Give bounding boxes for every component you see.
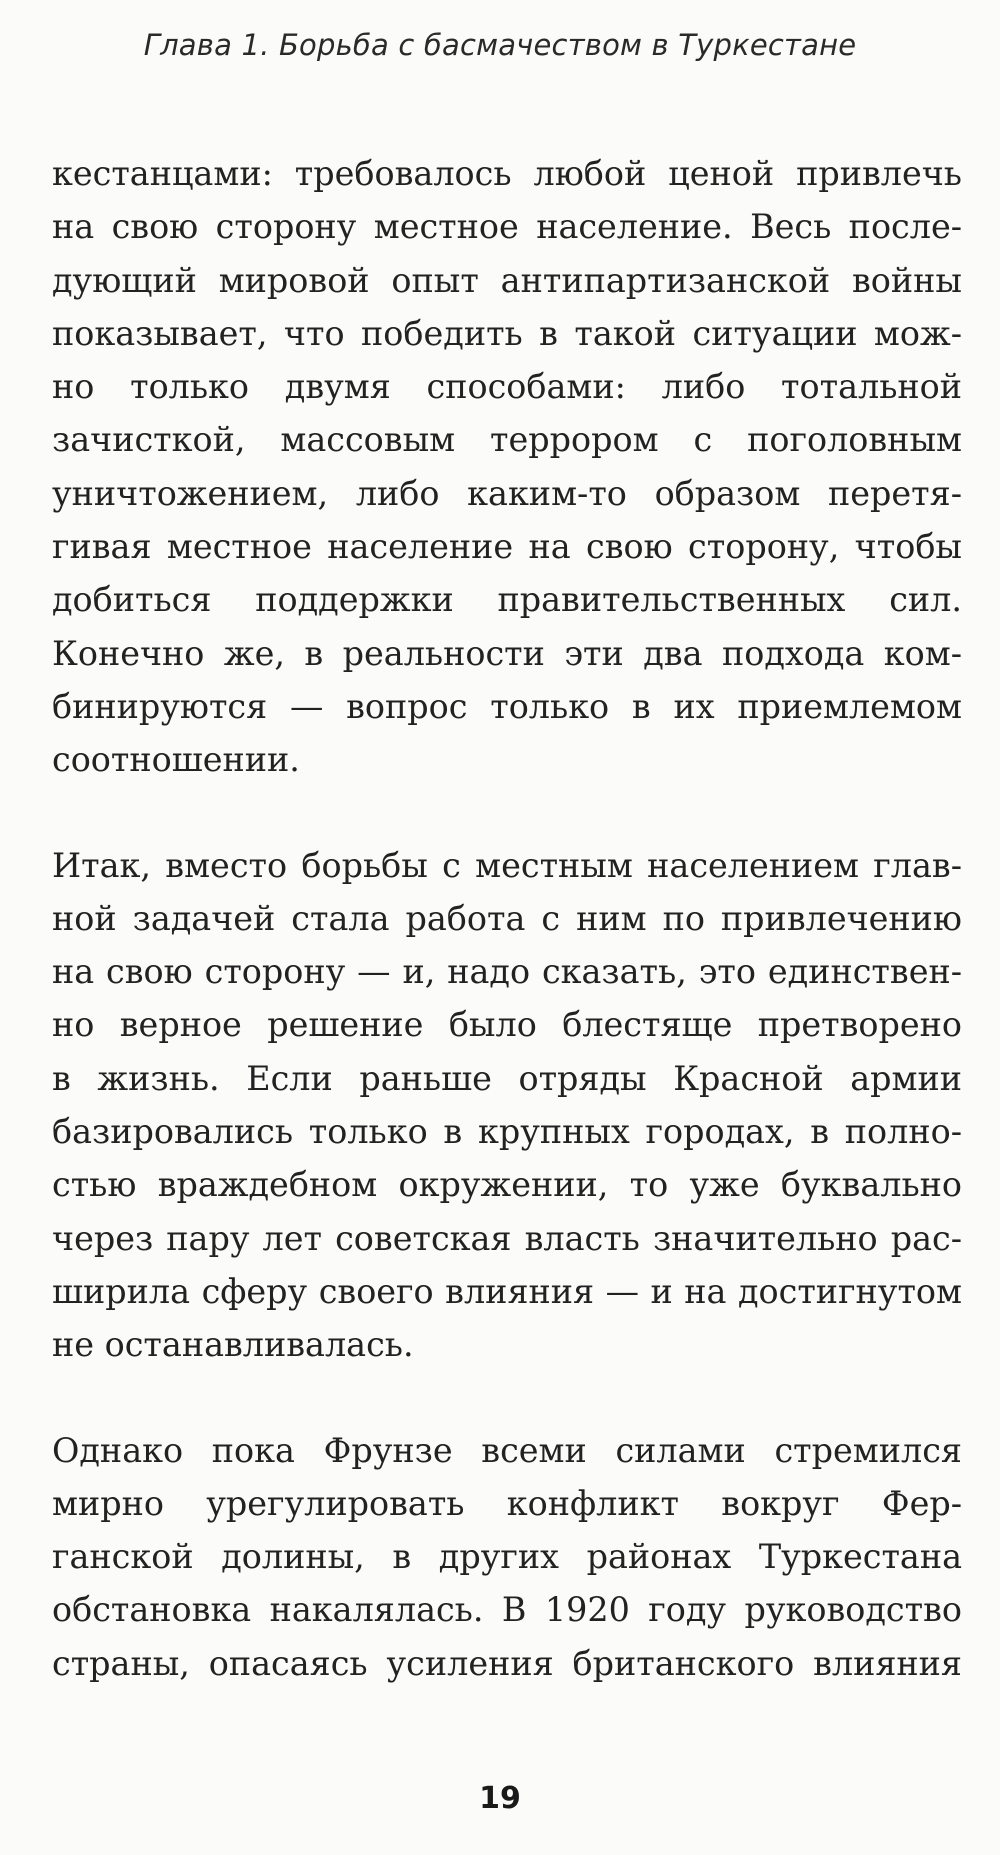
text-line: бинируются — вопрос только в их приемлемом bbox=[52, 686, 962, 726]
text-line: зачисткой, массовым террором с поголовным bbox=[52, 420, 962, 460]
paragraph-gap bbox=[52, 787, 962, 839]
text-line: гивая местное население на свою сторону, чтобы bbox=[52, 527, 962, 567]
paragraph-2 bbox=[52, 839, 962, 1372]
text-line: обстановка накалялась. В 1920 году руководство bbox=[52, 1590, 962, 1630]
text-line: ганской долины, в других районах Туркестана bbox=[52, 1537, 962, 1577]
body-text bbox=[52, 147, 962, 1690]
text-line: уничтожением, либо каким-то образом перетя- bbox=[52, 473, 962, 513]
page-number: 19 bbox=[479, 1781, 521, 1816]
text-line: на свою сторону — и, надо сказать, это единствен- bbox=[52, 952, 962, 992]
text-line: показывает, что победить в такой ситуации мож- bbox=[52, 313, 962, 353]
running-head: Глава 1. Борьба с басмачеством в Туркестане bbox=[143, 28, 857, 62]
text-line: мирно урегулировать конфликт вокруг Фер- bbox=[52, 1483, 962, 1523]
text-line: но верное решение было блестяще претворено bbox=[52, 1005, 962, 1045]
text-line: базировались только в крупных городах, в полно- bbox=[52, 1112, 962, 1152]
text-line: добиться поддержки правительственных сил. bbox=[52, 580, 962, 620]
text-line: на свою сторону местное население. Весь после- bbox=[52, 207, 962, 247]
text-line: дующий мировой опыт антипартизанской войны bbox=[52, 260, 962, 300]
text-line: в жизнь. Если раньше отряды Красной армии bbox=[52, 1058, 962, 1098]
text-line: но только двумя способами: либо тотальной bbox=[52, 367, 962, 407]
paragraph-1 bbox=[52, 147, 962, 787]
text-line: ной задачей стала работа с ним по привлечению bbox=[52, 898, 962, 938]
text-line: кестанцами: требовалось любой ценой привлечь bbox=[52, 154, 962, 193]
paragraph-gap bbox=[52, 1372, 962, 1424]
text-line: Однако пока Фрунзе всеми силами стремился bbox=[52, 1430, 962, 1470]
text-line: через пару лет советская власть значительно рас- bbox=[52, 1218, 962, 1258]
text-line: не останавливалась. bbox=[52, 1325, 414, 1365]
text-line: страны, опасаясь усиления британского влияния bbox=[52, 1643, 962, 1683]
text-line: соотношении. bbox=[52, 740, 300, 780]
paragraph-3 bbox=[52, 1424, 962, 1690]
text-line: ширила сферу своего влияния — и на достигнутом bbox=[52, 1271, 962, 1311]
text-line: Конечно же, в реальности эти два подхода ком- bbox=[52, 633, 962, 673]
text-line: стью враждебном окружении, то уже буквально bbox=[52, 1165, 962, 1205]
text-line: Итак, вместо борьбы с местным населением глав- bbox=[52, 845, 962, 885]
